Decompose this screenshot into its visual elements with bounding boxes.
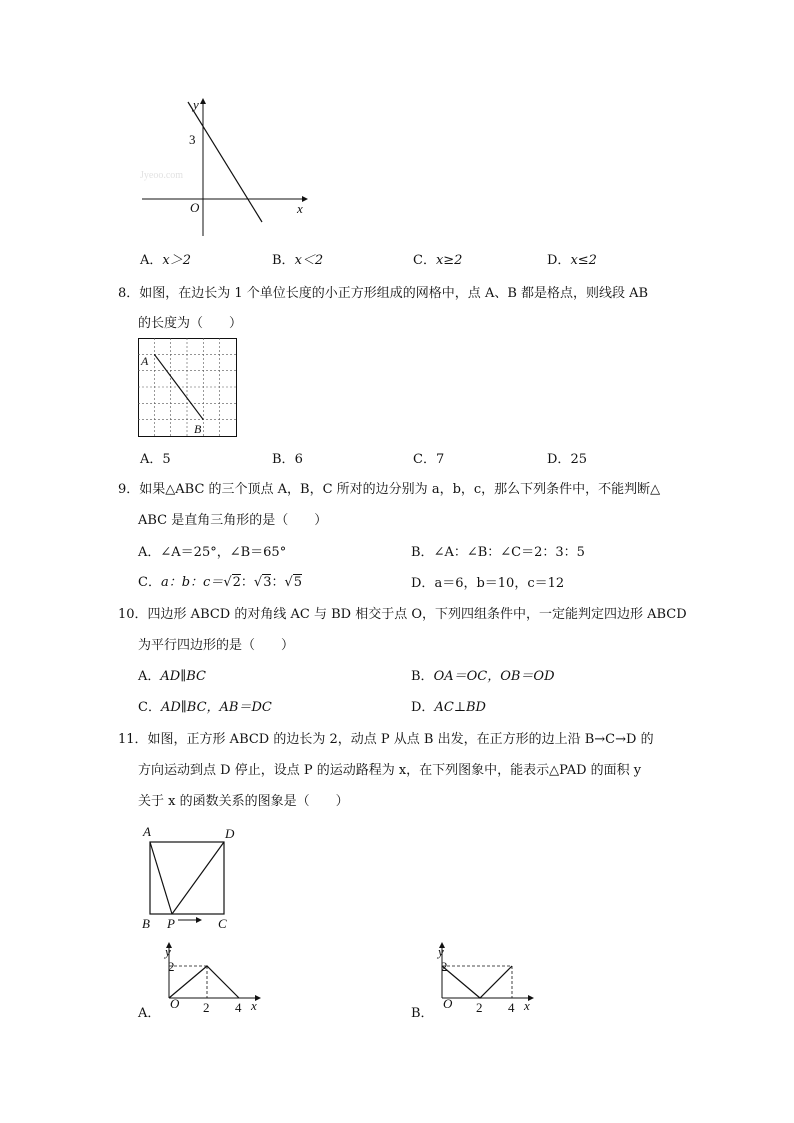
q8-option-d[interactable] — [547, 448, 587, 467]
option-letter: B． — [411, 669, 434, 684]
option-letter: A． — [138, 669, 161, 684]
graph-line — [442, 966, 512, 998]
option-letter: B． — [272, 452, 295, 467]
q9-option-c[interactable] — [138, 571, 302, 590]
option-text: 6 — [294, 452, 303, 467]
origin: O — [170, 996, 180, 1011]
option-text: x＞2 — [162, 253, 191, 268]
q11-graph-a[interactable] — [155, 940, 270, 1020]
q8-stem-line2: 的长度为（ ） — [138, 316, 243, 331]
q9-option-d[interactable] — [411, 572, 564, 591]
label-p: P — [167, 916, 175, 931]
label-d: D — [225, 826, 235, 841]
q10-option-c[interactable] — [138, 696, 272, 715]
option-text: AD∥BC — [160, 669, 206, 684]
q9-stem-line1: 9．如果△ABC 的三个顶点 A，B，C 所对的边分别为 a，b，c，那么下列条件中，不能判断△ — [118, 482, 661, 497]
q7-option-b[interactable] — [272, 249, 323, 268]
q11-stem-line2: 方向运动到点 D 停止，设点 P 的运动路程为 x，在下列图象中，能表示△PAD 的面积 y — [138, 763, 642, 778]
option-text: ∠A：∠B：∠C＝2：3：5 — [433, 545, 585, 560]
q10-option-b[interactable] — [411, 665, 555, 684]
q11-option-b-letter[interactable]: B． — [411, 1006, 434, 1021]
y-axis-arrow — [200, 98, 206, 104]
watermark: Jyeoo.com — [140, 170, 184, 181]
q11-square-figure — [138, 822, 248, 934]
option-letter: B． — [272, 253, 295, 268]
option-letter: A． — [140, 452, 163, 467]
graph-line — [169, 966, 239, 998]
x-tick-2: 2 — [203, 1000, 210, 1015]
q11-option-a-letter[interactable]: A． — [138, 1006, 161, 1021]
y-tick-label: 3 — [189, 132, 196, 147]
q7-option-a[interactable] — [140, 249, 191, 268]
q11-graph-b[interactable] — [428, 940, 543, 1020]
q9-option-a[interactable] — [138, 541, 286, 560]
option-letter: C． — [413, 452, 436, 467]
option-letter: D． — [411, 700, 435, 715]
segment-dp — [172, 842, 224, 914]
option-letter: A． — [138, 545, 161, 560]
q7-line-graph — [130, 96, 330, 246]
x-label: x — [524, 998, 530, 1013]
y-tick-2: 2 — [168, 959, 175, 974]
q7-option-c[interactable] — [413, 249, 462, 268]
option-text: x＜2 — [294, 253, 324, 268]
x-tick-4: 4 — [235, 1000, 242, 1015]
q8-option-b[interactable] — [272, 448, 303, 467]
option-text: 5 — [162, 452, 171, 467]
x-tick-4: 4 — [508, 1000, 515, 1015]
sqrt-2: √2 — [223, 575, 241, 590]
point-b-label: B — [194, 422, 202, 436]
option-text: OA＝OC，OB＝OD — [433, 669, 555, 684]
sqrt-3: √3 — [253, 575, 272, 590]
label-b: B — [142, 916, 150, 931]
arrow-head — [196, 917, 202, 923]
option-letter: D． — [547, 253, 571, 268]
option-text: x≥2 — [435, 253, 463, 268]
x-label: x — [251, 998, 257, 1013]
option-letter: D． — [411, 576, 435, 591]
q8-stem-line1: 8．如图，在边长为 1 个单位长度的小正方形组成的网格中，点 A、B 都是格点，则线段 AB — [118, 286, 649, 301]
q10-stem-line1: 10．四边形 ABCD 的对角线 AC 与 BD 相交于点 O，下列四组条件中，一定能判定四边形 ABCD — [118, 607, 687, 622]
origin: O — [443, 996, 453, 1011]
q7-option-d[interactable] — [547, 249, 597, 268]
option-text: 25 — [570, 452, 587, 467]
option-letter: C． — [413, 253, 436, 268]
option-text: AC⊥BD — [434, 700, 486, 715]
segment-ap — [150, 842, 172, 914]
q8-option-a[interactable] — [140, 448, 171, 467]
option-text: a＝6，b＝10，c＝12 — [434, 576, 565, 591]
grid-border — [139, 339, 237, 437]
sqrt-5: √5 — [284, 575, 303, 590]
option-letter: C． — [138, 700, 161, 715]
option-text: AD∥BC，AB＝DC — [160, 700, 272, 715]
y-label: y — [165, 944, 171, 959]
option-letter: B． — [411, 545, 434, 560]
origin-label: O — [190, 200, 200, 215]
y-tick-2: 2 — [441, 959, 448, 974]
q11-stem-line1: 11．如图，正方形 ABCD 的边长为 2，动点 P 从点 B 出发，在正方形的边上沿 B→C→D 的 — [118, 732, 654, 747]
option-text: ∠A＝25°，∠B＝65° — [160, 545, 287, 560]
grid-lines — [138, 338, 237, 437]
option-letter: D． — [547, 452, 571, 467]
q10-option-d[interactable] — [411, 696, 486, 715]
ratio-sep: ： — [240, 575, 254, 590]
q9-option-b[interactable] — [411, 541, 585, 560]
q10-option-a[interactable] — [138, 665, 206, 684]
option-text: a：b：c＝ — [160, 575, 224, 590]
option-text: 7 — [435, 452, 445, 467]
option-letter: C． — [138, 575, 161, 590]
y-label: y — [438, 944, 444, 959]
label-c: C — [218, 916, 227, 931]
x-tick-2: 2 — [476, 1000, 483, 1015]
ratio-sep: ： — [271, 575, 285, 590]
q9-stem-line2: ABC 是直角三角形的是（ ） — [138, 513, 328, 528]
point-a-label: A — [141, 354, 149, 368]
x-axis-arrow — [302, 196, 308, 202]
q8-grid-figure — [138, 338, 238, 438]
q11-stem-line3: 关于 x 的函数关系的图象是（ ） — [138, 794, 349, 809]
y-axis-label: y — [193, 97, 199, 112]
q10-stem-line2: 为平行四边形的是（ ） — [138, 638, 295, 653]
q8-option-c[interactable] — [413, 448, 444, 467]
x-axis-label: x — [297, 201, 303, 216]
label-a: A — [143, 824, 151, 839]
option-letter: A． — [140, 253, 163, 268]
option-text: x≤2 — [570, 253, 597, 268]
